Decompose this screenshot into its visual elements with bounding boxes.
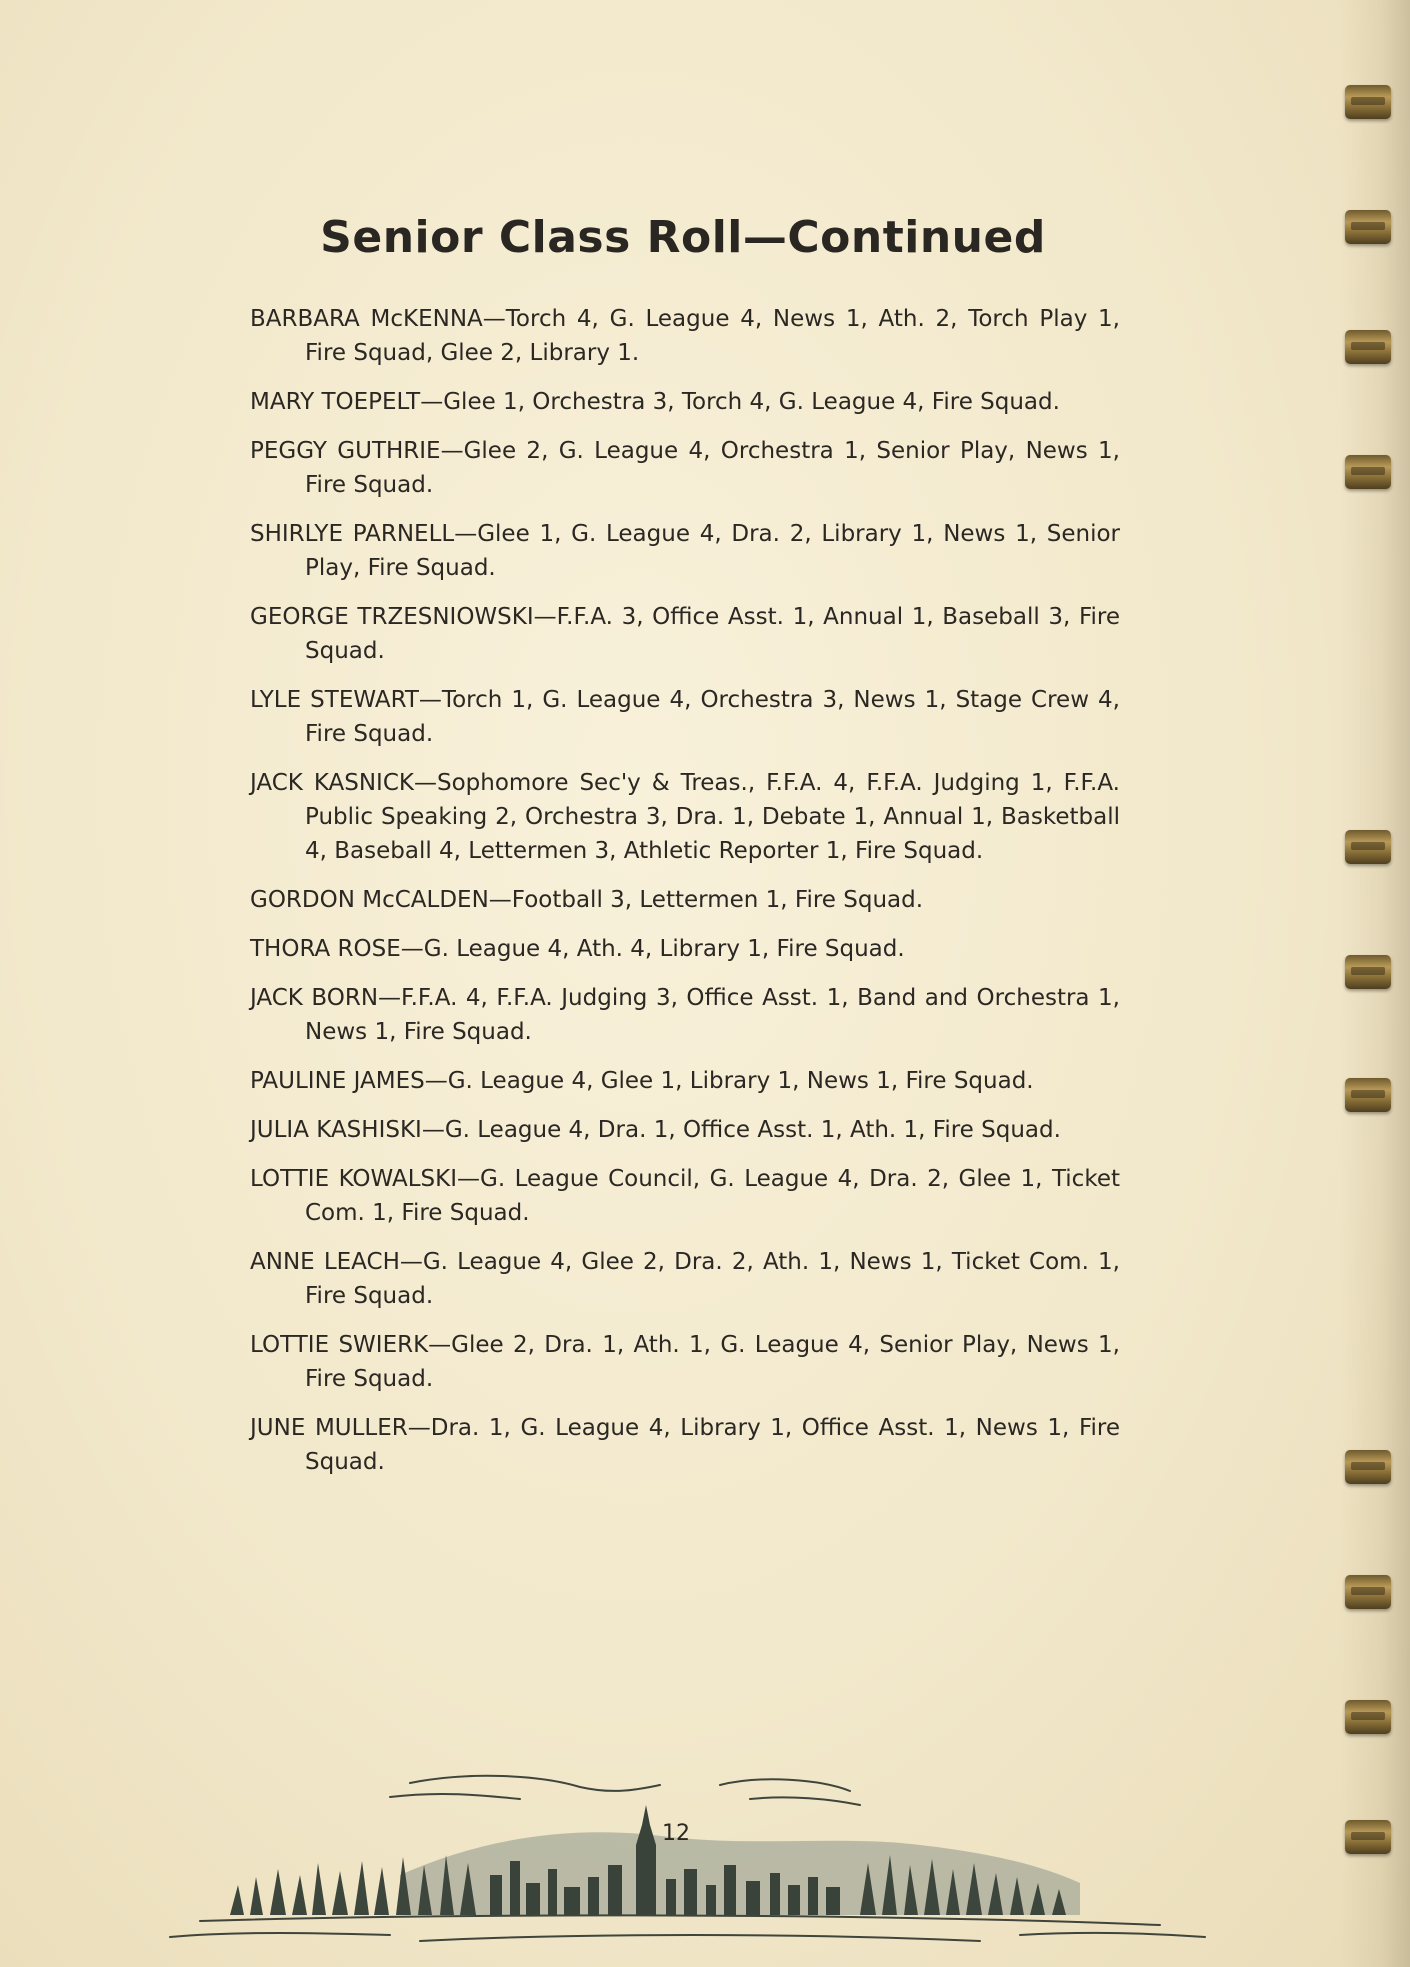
roll-entry: LOTTIE SWIERK—Glee 2, Dra. 1, Ath. 1, G. League 4, Senior Play, News 1, Fire Squad. (250, 1332, 1120, 1392)
roll-entry: JACK BORN—F.F.A. 4, F.F.A. Judging 3, Office Asst. 1, Band and Orchestra 1, News 1, Fire Squad. (250, 985, 1120, 1045)
page-title: Senior Class Roll—Continued (320, 212, 1046, 263)
spiral-binding-ring (1345, 1575, 1391, 1609)
senior-class-roll-list (250, 302, 1120, 1494)
roll-entry: GORDON McCALDEN—Football 3, Lettermen 1, Fire Squad. (250, 887, 924, 913)
spiral-binding-ring (1345, 1450, 1391, 1484)
cloud-lines (390, 1776, 860, 1805)
spiral-binding-ring (1345, 455, 1391, 489)
spiral-binding-ring (1345, 85, 1391, 119)
roll-entry: JUNE MULLER—Dra. 1, G. League 4, Library 1, Office Asst. 1, News 1, Fire Squad. (250, 1415, 1120, 1475)
spiral-binding-ring (1345, 1820, 1391, 1854)
roll-entry: THORA ROSE—G. League 4, Ath. 4, Library 1, Fire Squad. (250, 936, 905, 962)
page-number: 12 (662, 1821, 690, 1846)
spiral-binding-ring (1345, 830, 1391, 864)
roll-entry: ANNE LEACH—G. League 4, Glee 2, Dra. 2, Ath. 1, News 1, Ticket Com. 1, Fire Squad. (250, 1249, 1120, 1309)
spiral-binding-ring (1345, 1700, 1391, 1734)
roll-entry: BARBARA McKENNA—Torch 4, G. League 4, News 1, Ath. 2, Torch Play 1, Fire Squad, Glee 2, Library 1. (250, 306, 1120, 366)
roll-entry: PEGGY GUTHRIE—Glee 2, G. League 4, Orchestra 1, Senior Play, News 1, Fire Squad. (250, 438, 1120, 498)
spiral-binding-ring (1345, 955, 1391, 989)
roll-entry: PAULINE JAMES—G. League 4, Glee 1, Library 1, News 1, Fire Squad. (250, 1068, 1034, 1094)
roll-entry: MARY TOEPELT—Glee 1, Orchestra 3, Torch 4, G. League 4, Fire Squad. (250, 389, 1060, 415)
roll-entry: LOTTIE KOWALSKI—G. League Council, G. League 4, Dra. 2, Glee 1, Ticket Com. 1, Fire Squad. (250, 1166, 1120, 1226)
spiral-binding-ring (1345, 330, 1391, 364)
spiral-binding-ring (1345, 1078, 1391, 1112)
roll-entry: LYLE STEWART—Torch 1, G. League 4, Orchestra 3, News 1, Stage Crew 4, Fire Squad. (250, 687, 1120, 747)
roll-entry: JULIA KASHISKI—G. League 4, Dra. 1, Office Asst. 1, Ath. 1, Fire Squad. (250, 1117, 1061, 1143)
skyline-illustration (160, 1765, 1210, 1950)
roll-entry: GEORGE TRZESNIOWSKI—F.F.A. 3, Office Asst. 1, Annual 1, Baseball 3, Fire Squad. (250, 604, 1120, 664)
roll-entry: SHIRLYE PARNELL—Glee 1, G. League 4, Dra. 2, Library 1, News 1, Senior Play, Fire Squad. (250, 521, 1120, 581)
water-lines (170, 1915, 1205, 1941)
roll-entry: JACK KASNICK—Sophomore Sec'y & Treas., F.F.A. 4, F.F.A. Judging 1, F.F.A. Public Speaking 2, Orchestra 3, Dra. 1, Debate 1, Annual 1, Basketball 4, Baseball 4, Lettermen 3, Athletic Reporter 1, Fire Squad. (250, 770, 1120, 864)
